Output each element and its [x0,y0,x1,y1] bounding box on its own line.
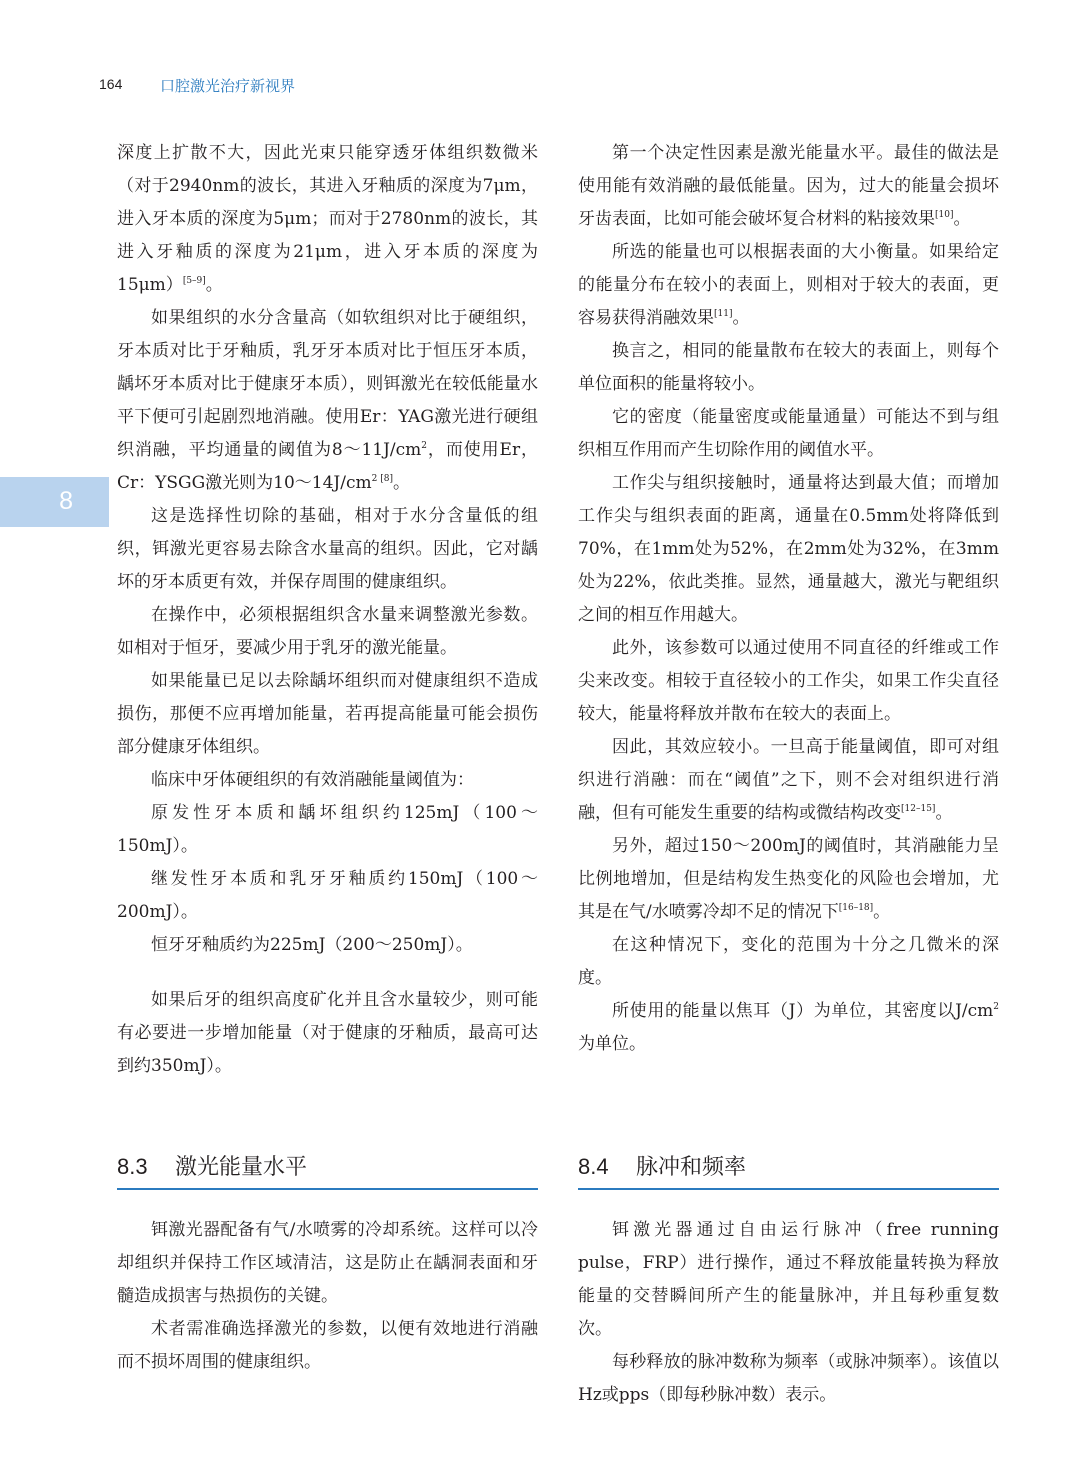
paragraph: 此外，该参数可以通过使用不同直径的纤维或工作尖来改变。相较于直径较小的工作尖，如果工作尖直径较大，能量将释放并散布在较大的表面上。 [578,638,999,724]
paragraph: 第一个决定性因素是激光能量水平。最佳的做法是使用能有效消融的最低能量。因为，过大的能量会损坏牙齿表面，比如可能会破坏复合材料的粘接效果[10]。 [578,143,999,229]
section-title: 激光能量水平 [175,1155,308,1180]
section-number: 8.3 [117,1154,148,1179]
paragraph: 继发性牙本质和乳牙牙釉质约150mJ（100～200mJ）。 [117,869,538,922]
paragraph: 如果能量已足以去除龋坏组织而对健康组织不造成损伤，那便不应再增加能量，若再提高能量可能会损伤部分健康牙体组织。 [117,671,538,757]
section-number: 8.4 [578,1154,609,1179]
paragraph: 每秒释放的脉冲数称为频率（或脉冲频率）。该值以Hz或pps（即每秒脉冲数）表示。 [578,1352,999,1405]
chapter-tab [0,477,109,527]
paragraph: 铒激光器配备有气/水喷雾的冷却系统。这样可以冷却组织并保持工作区域清洁，这是防止在龋洞表面和牙髓造成损害与热损伤的关键。 [117,1220,538,1306]
section-8-4-body [578,1214,999,1412]
citation: [5–9] [182,276,206,286]
paragraph: 所选的能量也可以根据表面的大小衡量。如果给定的能量分布在较小的表面上，则相对于较大的表面，更容易获得消融效果[11]。 [578,242,999,328]
citation: [12–15] [901,804,936,814]
paragraph: 铒激光器通过自由运行脉冲（free running pulse，FRP）进行操作，通过不释放能量转换为释放能量的交替瞬间所产生的能量脉冲，并且每秒重复数次。 [578,1220,999,1339]
section-title: 脉冲和频率 [636,1155,747,1180]
chapter-tab-number: 8 [59,487,73,515]
citation: [11] [714,309,733,319]
paragraph: 原发性牙本质和龋坏组织约125mJ（100～150mJ）。 [117,803,538,856]
paragraph: 在操作中，必须根据组织含水量来调整激光参数。如相对于恒牙，要减少用于乳牙的激光能量。 [117,605,538,658]
citation: 2 [8] [371,474,393,484]
paragraph: 换言之，相同的能量散布在较大的表面上，则每个单位面积的能量将较小。 [578,341,999,394]
paragraph: 它的密度（能量密度或能量通量）可能达不到与组织相互作用而产生切除作用的阈值水平。 [578,407,999,460]
paragraph: 另外，超过150～200mJ的阈值时，其消融能力呈比例地增加，但是结构发生热变化的风险也会增加，尤其是在气/水喷雾冷却不足的情况下[16–18]。 [578,836,999,922]
citation: [10] [935,210,954,220]
paragraph: 在这种情况下，变化的范围为十分之几微米的深度。 [578,935,999,988]
page-number: 164 [99,76,123,92]
paragraph: 这是选择性切除的基础，相对于水分含量低的组织，铒激光更容易去除含水量高的组织。因此，它对龋坏的牙本质更有效，并保存周围的健康组织。 [117,506,538,592]
paragraph: 如果组织的水分含量高（如软组织对比于硬组织，牙本质对比于牙釉质，乳牙牙本质对比于恒压牙本质，龋坏牙本质对比于健康牙本质），则铒激光在较低能量水平下便可引起剧烈地消融。使用Er：YAG激光进行硬组织消融，平均通量的阈值为$8\sim 11J/cm^2$，而使用Er，Cr：YSGG激光则为$10\sim 14J/cm^{2 [8]}$。 [117,308,538,493]
paragraph: 所使用的能量以焦耳（J）为单位，其密度以$J/cm^2$为单位。 [578,1001,999,1054]
left-column [117,137,538,1083]
paragraph: 工作尖与组织接触时，通量将达到最大值；而增加工作尖与组织表面的距离，通量在0.5mm处将降低到70%，在1mm处为52%，在2mm处为32%，在3mm处为22%，依此类推。显然，通量越大，激光与靶组织之间的相互作用越大。 [578,473,999,625]
paragraph: 恒牙牙釉质约为225mJ（200～250mJ）。 [151,935,473,955]
paragraph: 临床中牙体硬组织的有效消融能量阈值为： [151,770,474,790]
citation: [16–18] [838,903,874,913]
paragraph: 术者需准确选择激光的参数，以便有效地进行消融而不损坏周围的健康组织。 [117,1319,538,1372]
section-8-3-body [117,1214,538,1379]
section-heading-8-4 [578,1150,999,1190]
paragraph: 因此，其效应较小。一旦高于能量阈值，即可对组织进行消融：而在“阈值”之下，则不会对组织进行消融，但有可能发生重要的结构或微结构改变[12–15]。 [578,737,999,823]
running-header-book-title: 口腔激光治疗新视界 [160,77,296,95]
paragraph: 深度上扩散不大，因此光束只能穿透牙体组织数微米（对于2940nm的波长，其进入牙釉质的深度为7μm，进入牙本质的深度为5μm；而对于2780nm的波长，其进入牙釉质的深度为21μm，进入牙本质的深度为15μm）[5–9]。 [117,143,538,295]
section-heading-8-3 [117,1150,538,1190]
right-column [578,137,999,1061]
paragraph: 如果后牙的组织高度矿化并且含水量较少，则可能有必要进一步增加能量（对于健康的牙釉质，最高可达到约350mJ）。 [117,990,538,1076]
